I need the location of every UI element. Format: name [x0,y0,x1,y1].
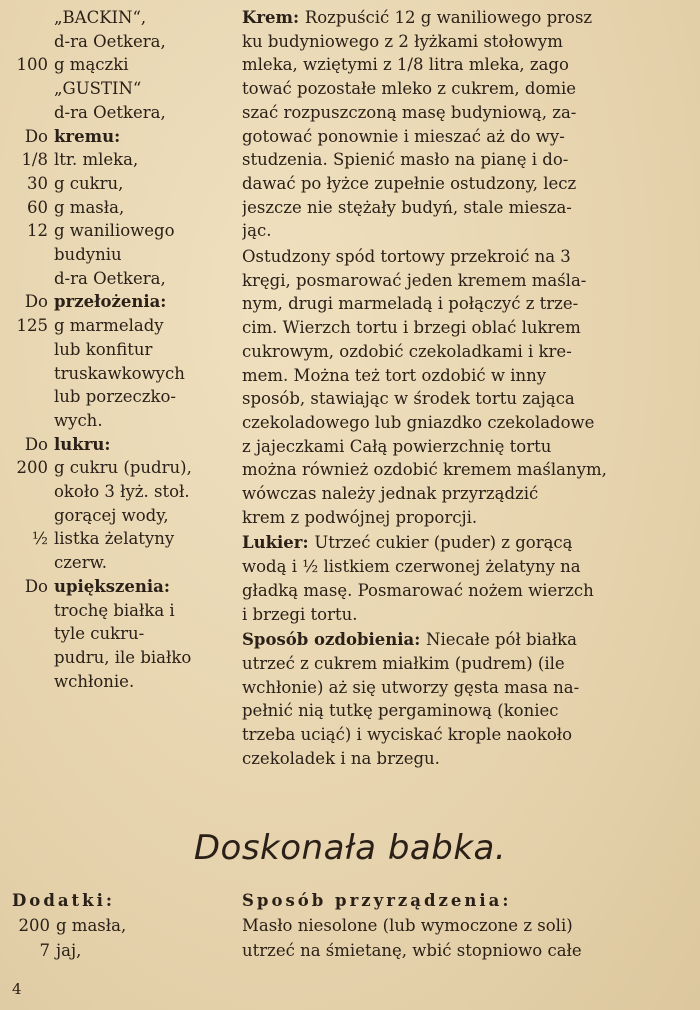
ingredient-text: tyle cukru- [54,624,145,644]
instruction-text: mem. Można też tort ozdobić w inny [242,365,547,385]
instruction-text: wodą i ½ listkiem czerwonej żelatyny na [242,557,581,577]
ingredient-text: g marmelady [54,316,164,336]
ingredient-line [10,670,235,694]
instruction-text: czekoladek i na brzegu. [242,748,440,768]
ingredient-qty: 12 [27,221,48,241]
ingredient-text: g cukru (pudru), [54,458,192,478]
ingredient-text: gorącej wody, [54,505,169,525]
instruction-text: jeszcze nie stężały budyń, stale miesza- [242,197,572,217]
ingredient-text: lub konfitur [54,339,153,359]
instruction-text: wówczas należy jednak przyrządzić [242,484,539,504]
instruction-line [242,506,692,530]
instruction-line [242,292,692,316]
ingredient-section-label: upiększenia: [54,576,170,596]
ingredient-text: g mączki [54,55,129,75]
ingredient-qty: Do [24,434,48,454]
additions-column [12,888,232,963]
ingredient-text: d-ra Oetkera, [54,31,166,51]
ingredient-text: d-ra Oetkera, [54,268,166,288]
instruction-text: pełnić nią tutkę pergaminową (koniec [242,701,559,721]
instruction-text: wchłonie) aż się utworzy gęsta masa na- [242,677,580,697]
instruction-text: studzenia. Spienić masło na pianę i do- [242,150,569,170]
ingredient-line [10,267,235,291]
ingredient-text: wych. [54,410,103,430]
ingredient-line [10,551,235,575]
ingredient-text: g waniliowego [54,221,175,241]
instruction-paragraph [242,6,692,243]
instruction-line [242,219,692,243]
ingredient-text: lub porzeczko- [54,387,176,407]
ingredient-line [10,290,235,314]
instruction-line [242,628,692,652]
ingredient-qty: 30 [27,173,48,193]
instruction-line [242,723,692,747]
instruction-line [242,603,692,627]
ingredient-line [10,53,235,77]
addition-text: g masła, [56,916,127,935]
ingredient-line [10,30,235,54]
ingredient-section-label: kremu: [54,126,121,146]
instruction-line [242,148,692,172]
instruction-line [242,172,692,196]
ingredient-text: d-ra Oetkera, [54,102,166,122]
instruction-text: gładką masę. Posmarować nożem wierzch [242,580,594,600]
instruction-line [242,531,692,555]
addition-qty: 200 [18,916,50,935]
ingredient-line [10,433,235,457]
ingredient-qty: Do [24,292,48,312]
instruction-line [242,30,692,54]
instruction-paragraph [242,245,692,529]
instruction-line [242,579,692,603]
instruction-line [242,245,692,269]
instruction-text: z jajeczkami Całą powierzchnię tortu [242,436,552,456]
instruction-line [242,77,692,101]
instruction-line [242,269,692,293]
ingredient-text: wchłonie. [54,671,135,691]
ingredient-text: trochę białka i [54,600,175,620]
instruction-label: Krem: [242,8,305,27]
preparation-header: Sposób przyrządzenia: [242,891,512,910]
ingredient-text: truskawkowych [54,363,185,383]
ingredient-qty: ½ [32,529,48,549]
ingredient-line [10,622,235,646]
instruction-text: cim. Wierzch tortu i brzegi oblać lukrem [242,318,581,338]
instruction-line [242,340,692,364]
ingredient-line [10,338,235,362]
instruction-text: szać rozpuszczoną masę budyniową, za- [242,102,577,122]
ingredient-text: około 3 łyż. stoł. [54,482,190,502]
instruction-text: utrzeć z cukrem miałkim (pudrem) (ile [242,653,565,673]
ingredient-line [10,527,235,551]
instruction-paragraph [242,531,692,626]
ingredient-section-label: lukru: [54,434,111,454]
instruction-line [242,458,692,482]
ingredient-line [10,6,235,30]
instruction-text: sposób, stawiając w środek tortu zająca [242,389,575,409]
ingredient-section-label: przełożenia: [54,292,167,312]
instruction-text: krem z podwójnej proporcji. [242,507,478,527]
ingredient-line [10,314,235,338]
instruction-line [242,387,692,411]
page-number: 4 [12,980,22,998]
instruction-text: cukrowym, ozdobić czekoladkami i kre- [242,341,572,361]
recipe-title: Doskonała babka. [193,828,507,868]
instruction-text: i brzegi tortu. [242,604,358,624]
addition-item [12,938,232,963]
instruction-text: dawać po łyżce zupełnie ostudzony, lecz [242,173,577,193]
preparation-column [242,888,692,963]
ingredient-line [10,385,235,409]
instruction-line [242,435,692,459]
additions-header: Dodatki: [12,891,115,910]
preparation-line: utrzeć na śmietanę, wbić stopniowo całe [242,941,582,960]
ingredient-line [10,504,235,528]
ingredient-line [10,125,235,149]
instruction-paragraph [242,628,692,770]
instruction-text: gotować ponownie i mieszać aż do wy- [242,126,565,146]
ingredient-line [10,456,235,480]
instruction-text: tować pozostałe mleko z cukrem, domie [242,79,577,99]
ingredient-qty: 60 [27,197,48,217]
instruction-label: Lukier: [242,533,315,553]
ingredient-line [10,77,235,101]
ingredient-line [10,575,235,599]
addition-item [12,913,232,938]
ingredient-text: budyniu [54,245,122,265]
ingredient-line [10,409,235,433]
instruction-line [242,676,692,700]
instruction-text: jąc. [242,221,272,241]
instruction-line [242,6,692,30]
instruction-text: Ostudzony spód tortowy przekroić na 3 [242,247,571,267]
ingredient-qty: 100 [16,55,48,75]
instruction-line [242,699,692,723]
addition-text: jaj, [56,941,82,960]
instruction-text: mleka, wziętymi z 1/8 litra mleka, zago [242,55,569,75]
ingredient-text: „BACKIN“, [54,8,147,27]
instruction-text: można również ozdobić kremem maślanym, [242,460,607,480]
instruction-label: Sposób ozdobienia: [242,630,427,650]
ingredient-line [10,101,235,125]
instruction-line [242,196,692,220]
ingredient-text: czerw. [54,553,107,573]
ingredient-line [10,362,235,386]
instruction-line [242,555,692,579]
ingredient-line [10,196,235,220]
instruction-text: kręgi, posmarować jeden kremem maśla- [242,270,587,290]
ingredient-line [10,243,235,267]
instruction-line [242,125,692,149]
instruction-text: Utrzeć cukier (puder) z gorącą [314,533,573,553]
instruction-text: trzeba uciąć) i wyciskać krople naokoło [242,725,573,745]
ingredient-text: ltr. mleka, [54,150,139,170]
ingredient-text: pudru, ile białko [54,647,192,667]
ingredient-text: listka żelatyny [54,529,175,549]
instruction-line [242,411,692,435]
ingredients-column [10,6,235,693]
ingredient-line [10,219,235,243]
ingredient-qty: 1/8 [21,150,48,170]
instruction-text: Rozpuścić 12 g waniliowego prosz [304,8,593,27]
addition-qty: 7 [39,941,50,960]
instruction-text: nym, drugi marmeladą i połączyć z trze- [242,294,579,314]
instruction-line [242,364,692,388]
instruction-text: czekoladowego lub gniazdko czekoladowe [242,412,595,432]
ingredient-text: „GUSTIN“ [54,79,142,99]
ingredient-line [10,148,235,172]
instruction-line [242,747,692,771]
preparation-line: Masło niesolone (lub wymoczone z soli) [242,916,573,935]
ingredient-qty: Do [24,576,48,596]
ingredient-line [10,480,235,504]
instruction-text: ku budyniowego z 2 łyżkami stołowym [242,31,563,51]
instruction-line [242,652,692,676]
instruction-line [242,53,692,77]
ingredient-text: g masła, [54,197,125,217]
ingredient-qty: Do [24,126,48,146]
instruction-line [242,316,692,340]
instructions-column [242,6,692,773]
instruction-line [242,101,692,125]
ingredient-line [10,172,235,196]
ingredient-qty: 125 [16,316,48,336]
ingredient-line [10,599,235,623]
ingredient-text: g cukru, [54,173,124,193]
instruction-text: Niecałe pół białka [426,630,577,650]
instruction-line [242,482,692,506]
ingredient-line [10,646,235,670]
ingredient-qty: 200 [16,458,48,478]
